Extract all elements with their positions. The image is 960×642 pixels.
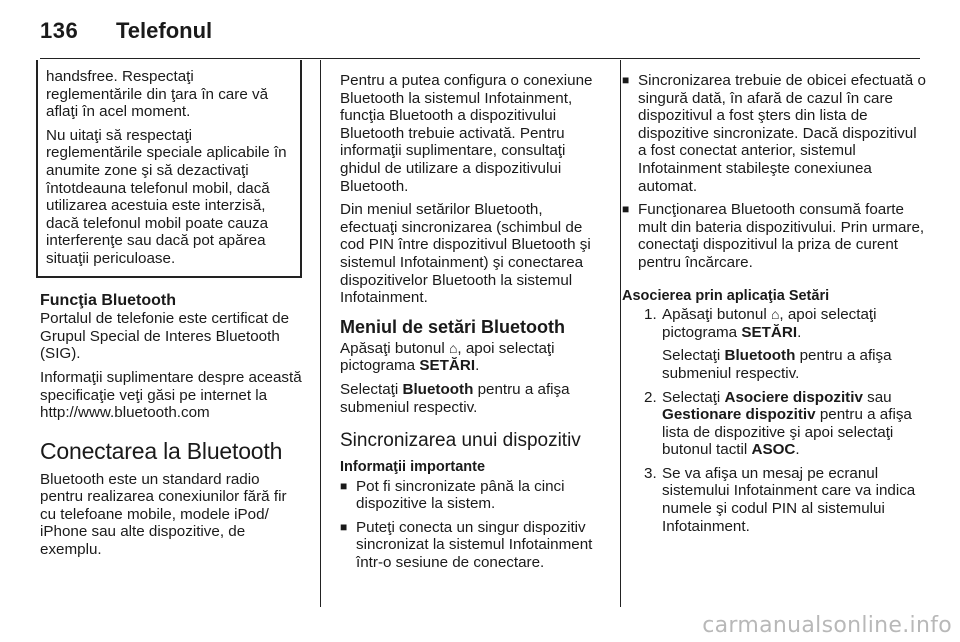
paragraph: Selectaţi Bluetooth pentru a afişa submeniul respectiv. — [340, 380, 570, 416]
column-divider-2 — [620, 60, 621, 607]
list-item: ■ Sincronizarea trebuie de obicei efectuată o singură dată, în afară de cazul în care dispozitivul a fost şters din lista de dispozitive sincronizate. Dacă dispozitivul a fost conectat anterior, sistemul Infotainment stabileşte conexiunea automat. — [622, 72, 928, 195]
page-header — [40, 18, 213, 48]
column-1 — [40, 68, 302, 565]
paragraph: Apăsaţi butonul ⌂, apoi selectaţi pictograma SETĂRI. — [340, 339, 555, 375]
subheading-informatii: Informaţii importante — [340, 459, 486, 476]
warning-text-1: handsfree. Respectaţi reglementările din ţara în care vă aflaţi în acel moment. — [46, 68, 269, 121]
section-heading-bluetooth: Funcţia Bluetooth — [40, 291, 176, 309]
home-icon: ⌂ — [770, 306, 780, 323]
page-number: 136 — [40, 18, 79, 43]
warning-box — [36, 60, 302, 278]
numbered-list — [622, 306, 928, 535]
section-heading-conectare: Conectarea la Bluetooth — [40, 437, 283, 464]
home-icon: ⌂ — [448, 339, 458, 356]
list-item: ■ Puteţi conecta un singur dispozitiv sincronizat la sistemul Infotainment într-o sesiune de conectare. — [340, 519, 604, 572]
paragraph: Portalul de telefonie este certificat de Grupul Special de Interes Bluetooth (SIG). — [40, 310, 290, 363]
paragraph: Din meniul setărilor Bluetooth, efectuaţi sincronizarea (schimbul de cod PIN între dispozitivul Bluetooth şi sistemul Infotainment) şi conectarea dispozitivelor Bluetooth la sistemul Infotainment. — [340, 201, 591, 307]
column-3 — [622, 72, 928, 541]
paragraph: Informaţii suplimentare despre această specificaţie veţi găsi pe internet la http://www.bluetooth.com — [40, 368, 302, 422]
list-item: ■ Pot fi sincronizate până la cinci dispozitive la sistem. — [340, 478, 604, 513]
bullet-list — [622, 72, 928, 272]
chapter-title: Telefonul — [116, 18, 213, 43]
list-item: 1. Apăsaţi butonul ⌂, apoi selectaţi pictograma SETĂRI. Selectaţi Bluetooth pentru a afişa submeniul respectiv. — [644, 306, 892, 382]
subheading-asociere: Asocierea prin aplicaţia Setări — [622, 287, 830, 304]
watermark: carmanualsonline.info — [702, 613, 952, 638]
column-divider-1 — [320, 60, 321, 607]
warning-text-2: Nu uitaţi să respectaţi reglementările speciale aplicabile în anumite zone şi să dezactivaţi întotdeauna telefonul mobil, dacă utilizarea acestuia este interzisă, dacă telefonul mobil poate cauza interferenţe sau dacă pot apărea situaţii periculoase. — [46, 126, 287, 267]
paragraph: Bluetooth este un standard radio pentru realizarea conexiunilor fără fir cu telefoane mobile, modele iPod/ iPhone sau alte dispozitive, de exemplu. — [40, 470, 287, 559]
list-item: 2. Selectaţi Asociere dispozitiv sau Gestionare dispozitiv pentru a afişa lista de dispozitive şi apoi selectaţi butonul tactil ASOC. — [644, 388, 912, 459]
bullet-list — [340, 478, 604, 572]
header-rule — [40, 58, 920, 59]
paragraph: Pentru a putea configura o conexiune Bluetooth la sistemul Infotainment, funcţia Bluetooth a dispozitivului Bluetooth trebuie activată. Pentru informaţii suplimentare, consultaţi ghidul de utilizare a dispozitivului Bluetooth. — [340, 72, 593, 195]
list-item: ■ Funcţionarea Bluetooth consumă foarte mult din bateria dispozitivului. Prin urmare, conectaţi dispozitivul la priza de curent pentru încărcare. — [622, 201, 928, 271]
section-heading-meniu: Meniul de setări Bluetooth — [340, 316, 566, 337]
column-2 — [340, 72, 604, 578]
list-item: 3. Se va afişa un mesaj pe ecranul sistemului Infotainment care va indica numele şi codul PIN al sistemului Infotainment. — [644, 464, 916, 535]
section-heading-sincronizare: Sincronizarea unui dispozitiv — [340, 430, 581, 452]
